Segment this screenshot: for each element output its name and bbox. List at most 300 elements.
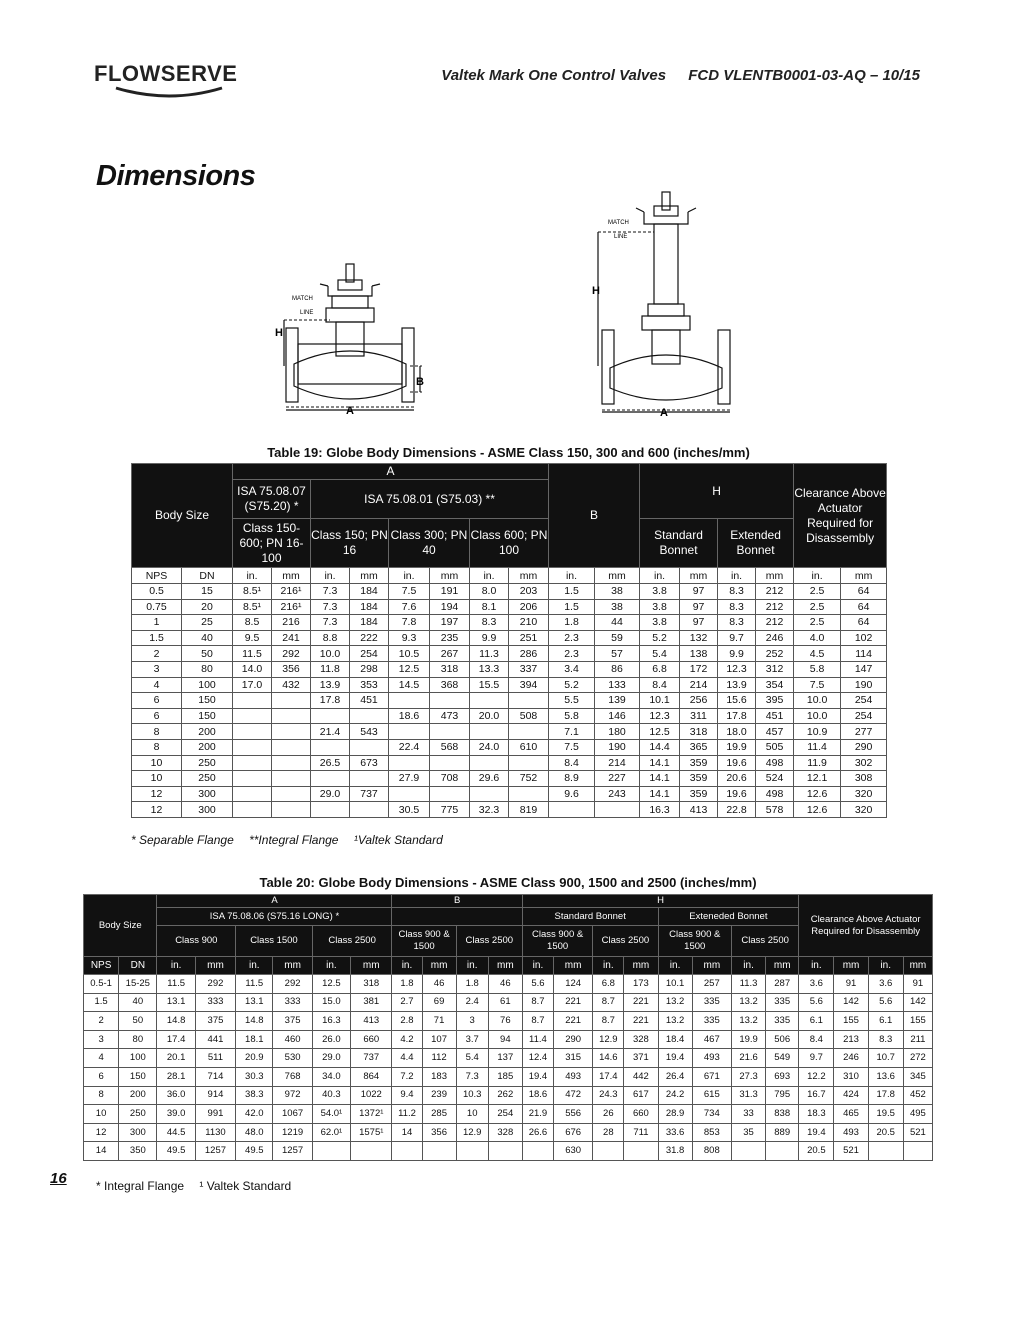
table-cell: 48.0 — [236, 1123, 273, 1142]
table-cell: 511 — [195, 1049, 235, 1068]
table-cell: 5.2 — [640, 630, 680, 646]
table-cell: 29.0 — [311, 786, 350, 802]
table-cell: 864 — [351, 1067, 392, 1086]
table-cell: 395 — [756, 693, 794, 709]
table-cell: 13.2 — [658, 993, 692, 1012]
table-cell: 335 — [692, 1012, 731, 1031]
unit-cell: mm — [422, 957, 456, 975]
b-header: B — [549, 464, 640, 568]
table-cell: 1.5 — [132, 630, 182, 646]
table-cell: 9.7 — [718, 630, 756, 646]
table-cell: 9.9 — [718, 646, 756, 662]
class-600-header: Class 600; PN 100 — [470, 519, 549, 568]
table-cell: 8.5 — [233, 615, 272, 631]
table-row — [132, 615, 887, 631]
table-cell: 10 — [132, 755, 182, 771]
table-cell: 13.9 — [311, 677, 350, 693]
table-cell: 13.2 — [658, 1012, 692, 1031]
page-title: Dimensions — [96, 160, 256, 192]
table-cell — [233, 755, 272, 771]
table-cell: 26.0 — [312, 1030, 350, 1049]
table-cell: 139 — [595, 693, 640, 709]
table-cell: 62.0¹ — [312, 1123, 350, 1142]
table-cell: 335 — [766, 1012, 799, 1031]
table-cell: 302 — [841, 755, 887, 771]
table-cell: 8 — [84, 1086, 119, 1105]
table-cell: 530 — [273, 1049, 312, 1068]
table-cell: 34.0 — [312, 1067, 350, 1086]
table-cell: 250 — [119, 1105, 157, 1124]
table-cell: 287 — [766, 975, 799, 994]
unit-cell: in. — [718, 568, 756, 584]
table-cell: 19.6 — [718, 786, 756, 802]
clearance-header: Clearance Above Actuator Required for Disassembly — [794, 464, 887, 568]
doc-code: FCD VLENTB0001-03-AQ – 10/15 — [688, 67, 920, 84]
table-cell: 184 — [350, 584, 389, 600]
table-cell: 133 — [595, 677, 640, 693]
table-cell: 578 — [756, 802, 794, 818]
table-cell: 12.3 — [718, 661, 756, 677]
table-cell: 46 — [422, 975, 456, 994]
table-cell: 206 — [509, 599, 549, 615]
table-cell: 27.3 — [731, 1067, 765, 1086]
table-cell: 11.3 — [470, 646, 509, 662]
t20-class1500-header: Class 1500 — [236, 926, 313, 957]
table-cell: 26.6 — [522, 1123, 553, 1142]
table-cell: 19.4 — [522, 1067, 553, 1086]
table-cell: 97 — [680, 615, 718, 631]
table-cell: 221 — [624, 993, 658, 1012]
table-cell: 40.3 — [312, 1086, 350, 1105]
table-cell: 19.5 — [868, 1105, 903, 1124]
units-row — [132, 568, 887, 584]
table-cell: 8.3 — [718, 599, 756, 615]
table-cell: 7.5 — [389, 584, 430, 600]
page-number: 16 — [50, 1170, 67, 1187]
table-cell: 8.3 — [470, 615, 509, 631]
table-cell: 267 — [430, 646, 470, 662]
unit-cell: in. — [233, 568, 272, 584]
table-cell: 473 — [430, 708, 470, 724]
table-cell: 493 — [553, 1067, 592, 1086]
table-cell: 312 — [756, 661, 794, 677]
table-cell: 29.6 — [470, 771, 509, 787]
table-cell: 630 — [553, 1142, 592, 1161]
table-cell: 1 — [132, 615, 182, 631]
table-cell: 472 — [553, 1086, 592, 1105]
table-cell: 246 — [834, 1049, 868, 1068]
table-cell: 100 — [119, 1049, 157, 1068]
table-cell: 292 — [195, 975, 235, 994]
table-cell: 4.0 — [794, 630, 841, 646]
table-cell: 19.9 — [731, 1030, 765, 1049]
table-row — [132, 646, 887, 662]
table-cell — [389, 693, 430, 709]
table-cell: 290 — [841, 739, 887, 755]
table-cell: 15.0 — [312, 993, 350, 1012]
table-cell: 14.8 — [157, 1012, 195, 1031]
unit-cell: mm — [351, 957, 392, 975]
table-cell — [509, 693, 549, 709]
table-cell: 734 — [692, 1105, 731, 1124]
table-cell: 59 — [595, 630, 640, 646]
table-cell: 6 — [132, 693, 182, 709]
table-cell: 1257 — [195, 1142, 235, 1161]
table-cell — [233, 693, 272, 709]
table-cell: 254 — [488, 1105, 522, 1124]
table-cell: 308 — [841, 771, 887, 787]
table-cell: 32.3 — [470, 802, 509, 818]
table-cell: 194 — [430, 599, 470, 615]
isa-75-08-07-header: ISA 75.08.07 (S75.20) * — [233, 480, 311, 519]
table-cell: 22.4 — [389, 739, 430, 755]
table-cell: 212 — [756, 615, 794, 631]
table-cell: 28.1 — [157, 1067, 195, 1086]
table-19-footnotes — [131, 833, 443, 847]
table-cell: 1219 — [273, 1123, 312, 1142]
table-cell: 14.1 — [640, 755, 680, 771]
table-cell: 11.5 — [233, 646, 272, 662]
table-cell: 14.1 — [640, 771, 680, 787]
flowserve-logo — [94, 62, 244, 105]
table-cell: 256 — [680, 693, 718, 709]
table-cell: 467 — [692, 1030, 731, 1049]
table-cell: 210 — [509, 615, 549, 631]
table-cell: 714 — [195, 1067, 235, 1086]
unit-cell: mm — [509, 568, 549, 584]
table-cell: 13.3 — [470, 661, 509, 677]
logo-text: FLOWSERVE — [94, 61, 238, 86]
table-cell — [470, 786, 509, 802]
table-cell — [430, 724, 470, 740]
document-header — [441, 67, 920, 84]
table-cell: 7.3 — [311, 599, 350, 615]
table-cell: 1130 — [195, 1123, 235, 1142]
table-cell: 819 — [509, 802, 549, 818]
table-row — [132, 786, 887, 802]
table-cell: 20.0 — [470, 708, 509, 724]
table-cell: 10.1 — [640, 693, 680, 709]
table-cell: 8.7 — [593, 1012, 624, 1031]
table-cell: 10.5 — [389, 646, 430, 662]
footnote: ¹ Valtek Standard — [199, 1179, 292, 1193]
table-cell: 15.6 — [718, 693, 756, 709]
unit-cell: mm — [766, 957, 799, 975]
table-cell — [233, 708, 272, 724]
table-cell: 257 — [692, 975, 731, 994]
t20-b-blank — [392, 908, 522, 926]
t20-h-header: H — [522, 895, 798, 908]
table-cell: 76 — [488, 1012, 522, 1031]
table-cell: 254 — [841, 693, 887, 709]
table-cell: 33 — [731, 1105, 765, 1124]
table-cell: 451 — [350, 693, 389, 709]
table-cell: 310 — [834, 1067, 868, 1086]
h-label-2: H — [592, 285, 600, 297]
table-cell: 318 — [351, 975, 392, 994]
table-cell: 7.3 — [311, 584, 350, 600]
table-cell — [392, 1142, 422, 1161]
table-19-title: Table 19: Globe Body Dimensions - ASME Class 150, 300 and 600 (inches/mm) — [267, 445, 750, 460]
table-cell — [593, 1142, 624, 1161]
table-cell: 180 — [595, 724, 640, 740]
table-cell: 737 — [351, 1049, 392, 1068]
unit-cell: mm — [595, 568, 640, 584]
t20-b-header: B — [392, 895, 522, 908]
table-cell: 10 — [84, 1105, 119, 1124]
table-cell — [430, 755, 470, 771]
table-cell: 359 — [680, 771, 718, 787]
table-cell: 2.4 — [456, 993, 488, 1012]
table-cell: 335 — [766, 993, 799, 1012]
table-cell: 40 — [182, 630, 233, 646]
table-cell: 22.8 — [718, 802, 756, 818]
table-20-footnotes — [96, 1179, 291, 1193]
table-cell: 356 — [272, 661, 311, 677]
table-cell: 1.5 — [549, 584, 595, 600]
table-cell: 300 — [182, 802, 233, 818]
table-cell — [549, 802, 595, 818]
table-row — [132, 677, 887, 693]
table-cell: 8.4 — [799, 1030, 834, 1049]
table-cell: 11.4 — [522, 1030, 553, 1049]
table-cell: 71 — [422, 1012, 456, 1031]
table-cell — [233, 724, 272, 740]
table-cell: 752 — [509, 771, 549, 787]
table-19 — [131, 463, 887, 818]
table-20 — [83, 894, 933, 1161]
unit-cell: mm — [624, 957, 658, 975]
table-row — [84, 1142, 933, 1161]
unit-cell: in. — [794, 568, 841, 584]
table-cell: 214 — [595, 755, 640, 771]
table-cell: 221 — [553, 1012, 592, 1031]
t20-b-class2500-header: Class 2500 — [456, 926, 522, 957]
table-cell: 183 — [422, 1067, 456, 1086]
table-cell: 6 — [84, 1067, 119, 1086]
table-cell: 3 — [456, 1012, 488, 1031]
table-cell: 24.2 — [658, 1086, 692, 1105]
table-cell: 64 — [841, 584, 887, 600]
line-label-2: LINE — [614, 234, 628, 240]
table-cell: 91 — [834, 975, 868, 994]
table-cell: 0.75 — [132, 599, 182, 615]
table-cell: 26 — [593, 1105, 624, 1124]
table-cell: 7.5 — [549, 739, 595, 755]
table-cell — [731, 1142, 765, 1161]
table-cell — [595, 802, 640, 818]
table-cell: 350 — [119, 1142, 157, 1161]
table-cell: 216¹ — [272, 584, 311, 600]
table-row — [132, 739, 887, 755]
table-cell: 44 — [595, 615, 640, 631]
table-cell — [233, 802, 272, 818]
t20-clearance-header: Clearance Above Actuator Required for Disassembly — [799, 895, 933, 957]
table-cell: 660 — [351, 1030, 392, 1049]
table-cell: 254 — [350, 646, 389, 662]
table-cell — [350, 771, 389, 787]
table-cell: 91 — [903, 975, 932, 994]
table-cell: 147 — [841, 661, 887, 677]
isa-75-08-01-header: ISA 75.08.01 (S75.03) ** — [311, 480, 549, 519]
table-cell: 1.8 — [392, 975, 422, 994]
t20-a-header: A — [157, 895, 392, 908]
table-cell: 212 — [756, 584, 794, 600]
table-cell: 914 — [195, 1086, 235, 1105]
table-cell: 6.8 — [593, 975, 624, 994]
table-cell: 251 — [509, 630, 549, 646]
table-cell: 18.4 — [658, 1030, 692, 1049]
table-cell: 227 — [595, 771, 640, 787]
table-cell: 457 — [756, 724, 794, 740]
table-cell: 1575¹ — [351, 1123, 392, 1142]
table-cell: 1067 — [273, 1105, 312, 1124]
table-cell: 8.3 — [718, 584, 756, 600]
table-cell: 617 — [624, 1086, 658, 1105]
unit-cell: mm — [350, 568, 389, 584]
unit-cell: in. — [392, 957, 422, 975]
table-row — [132, 771, 887, 787]
table-cell: 277 — [841, 724, 887, 740]
table-cell — [389, 786, 430, 802]
table-cell: 190 — [841, 677, 887, 693]
footnote: **Integral Flange — [249, 833, 339, 847]
table-cell: 1.8 — [549, 615, 595, 631]
table-cell: 0.5 — [132, 584, 182, 600]
table-cell: 5.6 — [799, 993, 834, 1012]
table-cell: 4.4 — [392, 1049, 422, 1068]
unit-cell: NPS — [84, 957, 119, 975]
table-cell: 12.2 — [799, 1067, 834, 1086]
table-cell: 10.0 — [794, 708, 841, 724]
unit-cell: mm — [553, 957, 592, 975]
table-cell: 991 — [195, 1105, 235, 1124]
table-cell: 38 — [595, 584, 640, 600]
table-cell: 31.8 — [658, 1142, 692, 1161]
table-cell: 44.5 — [157, 1123, 195, 1142]
table-cell: 11.2 — [392, 1105, 422, 1124]
table-cell — [868, 1142, 903, 1161]
a-label-1: A — [346, 405, 354, 417]
table-cell: 2 — [84, 1012, 119, 1031]
table-cell — [311, 771, 350, 787]
unit-cell: in. — [157, 957, 195, 975]
table-cell — [624, 1142, 658, 1161]
table-cell: 12.6 — [794, 786, 841, 802]
table-cell: 711 — [624, 1123, 658, 1142]
table-cell: 146 — [595, 708, 640, 724]
table-cell: 216¹ — [272, 599, 311, 615]
table-cell: 451 — [756, 708, 794, 724]
table-cell: 12.1 — [794, 771, 841, 787]
table-cell: 432 — [272, 677, 311, 693]
table-cell: 2.3 — [549, 630, 595, 646]
table-cell: 14.6 — [593, 1049, 624, 1068]
table-cell: 8.9 — [549, 771, 595, 787]
table-cell: 808 — [692, 1142, 731, 1161]
table-cell: 3.6 — [799, 975, 834, 994]
unit-cell: in. — [640, 568, 680, 584]
table-cell: 6.1 — [868, 1012, 903, 1031]
table-cell — [272, 693, 311, 709]
table-cell: 375 — [273, 1012, 312, 1031]
table-cell: 214 — [680, 677, 718, 693]
table-cell: 19.6 — [718, 755, 756, 771]
table-cell: 114 — [841, 646, 887, 662]
table-cell: 9.9 — [470, 630, 509, 646]
table-cell: 8.3 — [868, 1030, 903, 1049]
table-cell: 2.8 — [392, 1012, 422, 1031]
table-cell: 3.4 — [549, 661, 595, 677]
table-cell: 12.5 — [640, 724, 680, 740]
table-cell: 8.7 — [522, 1012, 553, 1031]
table-cell: 12 — [132, 786, 182, 802]
unit-cell: in. — [731, 957, 765, 975]
table-cell: 0.5-1 — [84, 975, 119, 994]
table-cell: 252 — [756, 646, 794, 662]
unit-cell: mm — [841, 568, 887, 584]
t20-ext-class2500-header: Class 2500 — [731, 926, 798, 957]
table-cell: 20 — [182, 599, 233, 615]
table-cell — [272, 724, 311, 740]
table-cell: 69 — [422, 993, 456, 1012]
table-cell: 8.5¹ — [233, 584, 272, 600]
table-cell: 371 — [624, 1049, 658, 1068]
table-cell: 394 — [509, 677, 549, 693]
table-cell: 2.5 — [794, 599, 841, 615]
table-cell: 11.5 — [157, 975, 195, 994]
table-cell: 315 — [553, 1049, 592, 1068]
unit-cell: mm — [756, 568, 794, 584]
table-cell: 12.9 — [593, 1030, 624, 1049]
table-cell: 354 — [756, 677, 794, 693]
table-cell: 21.6 — [731, 1049, 765, 1068]
table-cell: 12.5 — [389, 661, 430, 677]
unit-cell: in. — [311, 568, 350, 584]
table-cell: 13.1 — [157, 993, 195, 1012]
table-cell: 8.1 — [470, 599, 509, 615]
table-cell: 142 — [834, 993, 868, 1012]
t20-extended-bonnet-header: Exteneded Bonnet — [658, 908, 799, 926]
table-cell: 8.8 — [311, 630, 350, 646]
unit-cell: in. — [799, 957, 834, 975]
t20-isa-header: ISA 75.08.06 (S75.16 LONG) * — [157, 908, 392, 926]
table-cell: 20.5 — [799, 1142, 834, 1161]
table-cell: 29.0 — [312, 1049, 350, 1068]
table-cell: 292 — [272, 646, 311, 662]
unit-cell: in. — [522, 957, 553, 975]
table-cell: 4 — [132, 677, 182, 693]
table-cell: 14 — [392, 1123, 422, 1142]
table-cell: 9.4 — [392, 1086, 422, 1105]
table-cell: 35 — [731, 1123, 765, 1142]
table-cell — [272, 739, 311, 755]
a-header: A — [233, 464, 549, 480]
table-cell: 97 — [680, 584, 718, 600]
table-cell: 1022 — [351, 1086, 392, 1105]
table-cell: 18.6 — [522, 1086, 553, 1105]
table-cell: 506 — [766, 1030, 799, 1049]
table-cell: 14.5 — [389, 677, 430, 693]
table-cell: 375 — [195, 1012, 235, 1031]
table-cell: 36.0 — [157, 1086, 195, 1105]
doc-title: Valtek Mark One Control Valves — [441, 67, 667, 84]
table-cell: 9.6 — [549, 786, 595, 802]
table-row — [84, 1012, 933, 1031]
table-cell: 262 — [488, 1086, 522, 1105]
table-cell: 441 — [195, 1030, 235, 1049]
table-row — [132, 724, 887, 740]
